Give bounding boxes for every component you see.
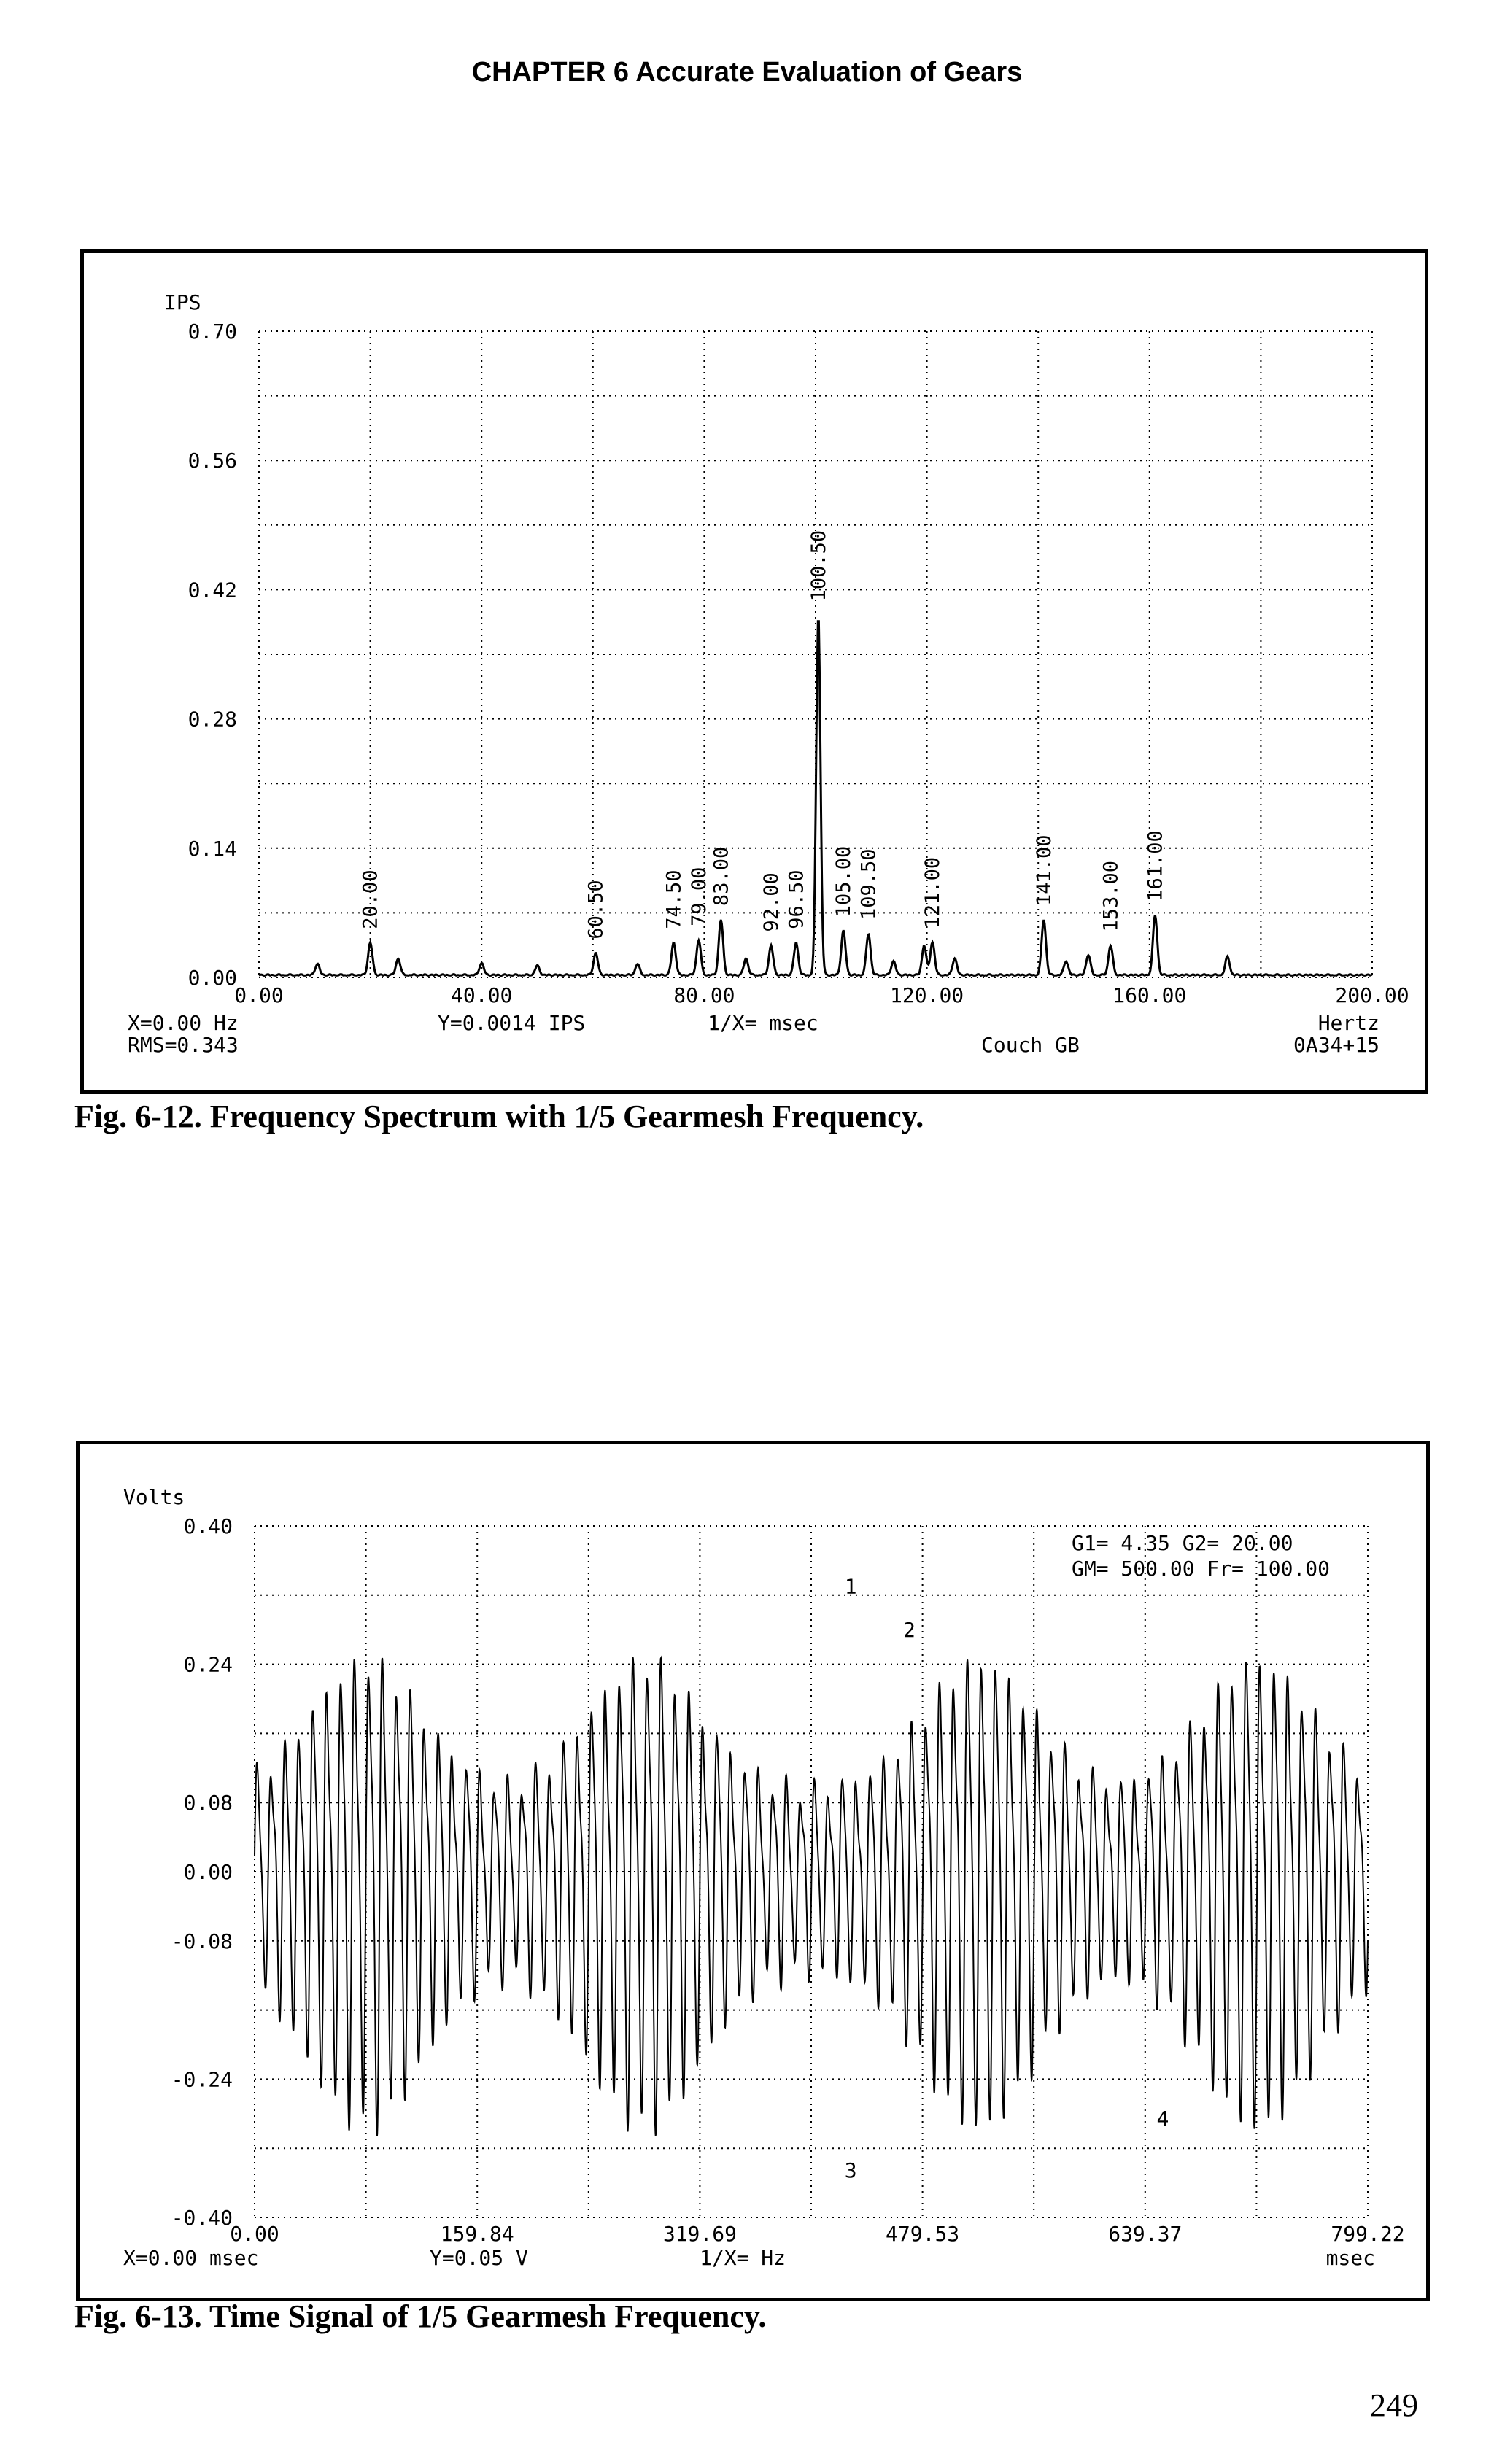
peak-label: 79.00 xyxy=(687,867,711,926)
x-tick-label: 319.69 xyxy=(662,2222,737,2246)
annotation-label: 4 xyxy=(1156,2107,1169,2131)
footer-right-label: 0A34+15 xyxy=(1293,1033,1379,1057)
x-tick-label: 639.37 xyxy=(1108,2222,1183,2246)
time-signal-trace xyxy=(255,1657,1368,2136)
info-gear-ratios: G1= 4.35 G2= 20.00 xyxy=(1072,1531,1293,1555)
y-tick-label: -0.40 xyxy=(171,2206,233,2230)
x-tick-label: 0.00 xyxy=(234,983,284,1007)
footer-center-label: Couch GB xyxy=(981,1033,1080,1057)
x-tick-label: 80.00 xyxy=(673,983,735,1007)
x-tick-label: 799.22 xyxy=(1331,2222,1405,2246)
chapter-header: CHAPTER 6 Accurate Evaluation of Gears xyxy=(471,57,1023,88)
readout-inverse: 1/X= msec xyxy=(708,1011,818,1035)
peak-label: 20.00 xyxy=(359,869,382,929)
x-unit-label: Hertz xyxy=(1317,1011,1379,1035)
y-unit-label: IPS xyxy=(164,290,201,314)
y-unit-label: Volts xyxy=(123,1485,185,1509)
y-tick-label: 0.40 xyxy=(183,1514,233,1538)
readout-y: Y=0.0014 IPS xyxy=(438,1011,586,1035)
x-tick-label: 200.00 xyxy=(1335,983,1409,1007)
peak-label: 121.00 xyxy=(921,856,945,929)
y-tick-label: 0.24 xyxy=(183,1652,233,1677)
readout-inverse: 1/X= Hz xyxy=(700,2246,786,2270)
time-signal-figure xyxy=(76,1441,1430,2301)
x-tick-label: 40.00 xyxy=(451,983,513,1007)
spectrum-trace xyxy=(259,621,1372,976)
peak-label: 92.00 xyxy=(759,872,783,932)
y-tick-label: 0.70 xyxy=(187,319,237,344)
x-tick-label: 0.00 xyxy=(230,2222,279,2246)
peak-label: 100.50 xyxy=(807,530,830,602)
y-tick-label: 0.00 xyxy=(183,1860,233,1884)
peak-label: 109.50 xyxy=(857,848,880,921)
y-tick-label: 0.00 xyxy=(187,966,237,990)
annotation-label: 1 xyxy=(844,1574,857,1599)
y-tick-label: 0.56 xyxy=(187,449,237,473)
spectrum-chart xyxy=(84,253,1425,1090)
y-tick-label: -0.08 xyxy=(171,1929,233,1953)
peak-label: 83.00 xyxy=(710,846,733,907)
readout-x: X=0.00 msec xyxy=(123,2246,259,2270)
time-signal-chart xyxy=(80,1444,1426,2298)
spectrum-figure xyxy=(80,249,1428,1094)
info-mesh-frequency: GM= 500.00 Fr= 100.00 xyxy=(1072,1557,1331,1581)
peak-label: 96.50 xyxy=(785,869,808,929)
figure-caption-6-12: Fig. 6-12. Frequency Spectrum with 1/5 Gearmesh Frequency. xyxy=(74,1099,924,1134)
peak-label: 141.00 xyxy=(1032,834,1056,907)
readout-rms: RMS=0.343 xyxy=(128,1033,239,1057)
readout-y: Y=0.05 V xyxy=(430,2246,528,2270)
figure-caption-6-13: Fig. 6-13. Time Signal of 1/5 Gearmesh Frequency. xyxy=(74,2298,767,2334)
annotation-label: 3 xyxy=(844,2158,857,2183)
y-tick-label: 0.08 xyxy=(183,1791,233,1816)
peak-label: 153.00 xyxy=(1099,860,1123,932)
y-tick-label: 0.42 xyxy=(187,578,237,603)
page-number: 249 xyxy=(1370,2387,1418,2423)
x-unit-label: msec xyxy=(1325,2246,1375,2270)
y-tick-label: 0.14 xyxy=(187,836,237,861)
annotation-label: 2 xyxy=(902,1617,916,1642)
peak-label: 60.50 xyxy=(584,880,608,940)
peak-label: 74.50 xyxy=(662,869,686,929)
readout-x: X=0.00 Hz xyxy=(128,1011,239,1035)
y-tick-label: -0.24 xyxy=(171,2067,233,2092)
peak-label: 161.00 xyxy=(1144,830,1167,902)
x-tick-label: 479.53 xyxy=(886,2222,960,2246)
y-tick-label: 0.28 xyxy=(187,707,237,732)
x-tick-label: 160.00 xyxy=(1112,983,1187,1007)
peak-label: 105.00 xyxy=(832,845,856,918)
x-tick-label: 159.84 xyxy=(440,2222,514,2246)
x-tick-label: 120.00 xyxy=(890,983,964,1007)
